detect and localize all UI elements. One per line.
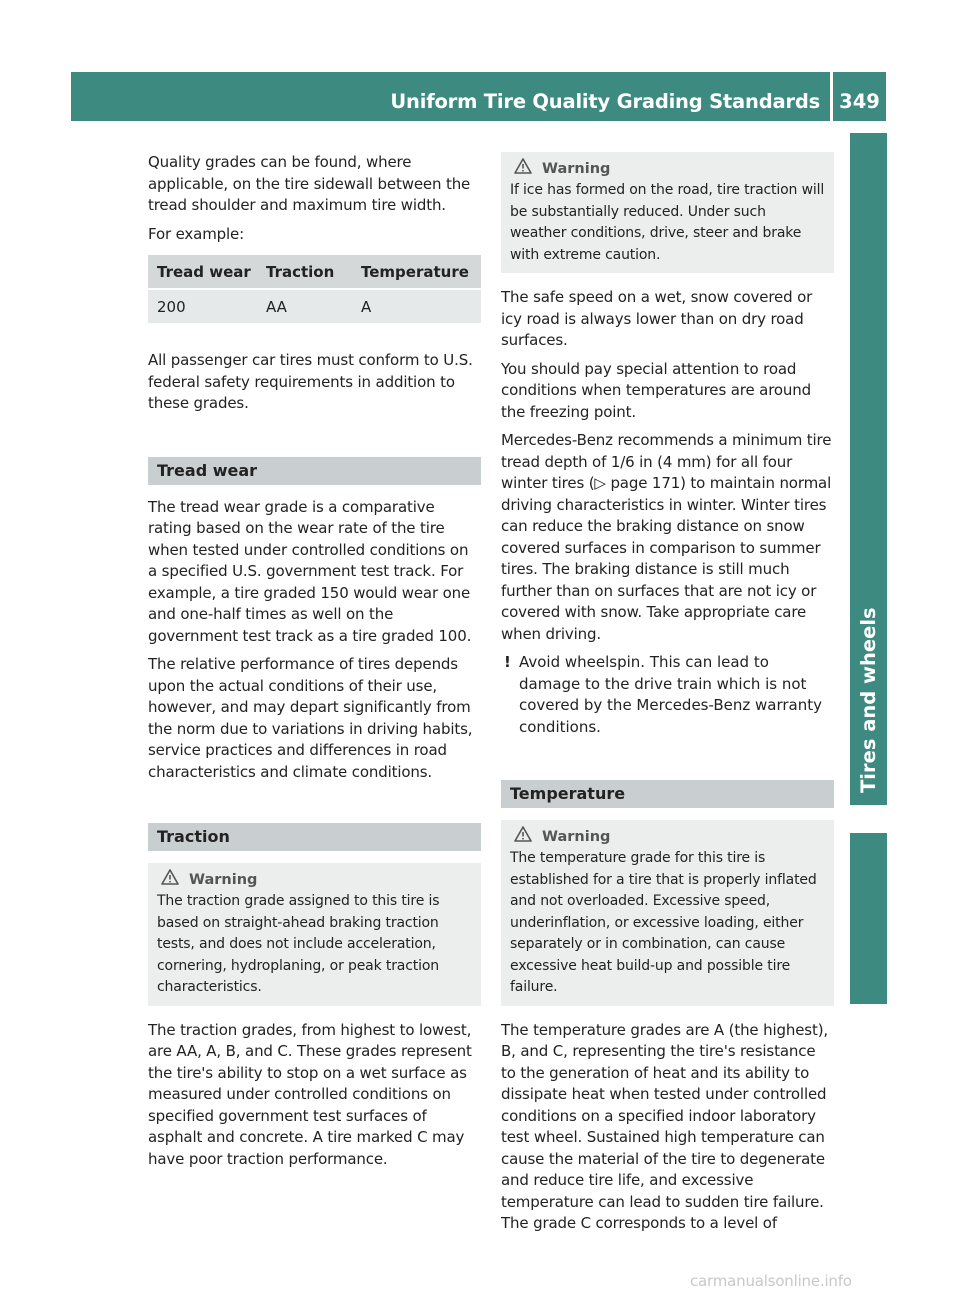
page-header [71, 72, 886, 121]
warning-triangle-icon [161, 869, 181, 891]
tread-wear-paragraph: The relative performance of tires depends upon the actual conditions of their use, however, and may depart significantly from the norm due to variations in driving habits, service practices and differences in road characteristics and climate conditions. [148, 655, 473, 781]
body-paragraph: You should pay special attention to road conditions when temperatures are around the freezing point. [501, 359, 811, 421]
warning-box [148, 863, 481, 1006]
section-heading-traction: Traction [148, 823, 481, 851]
table-header-cell: Traction [257, 255, 352, 289]
tread-wear-paragraph: The tread wear grade is a comparative rating based on the wear rate of the tire when tested under controlled conditions on a specified U.S. government test track. For example, a tire graded 150 would wear one and one-half times as well on the government test track as a tire graded 100. [148, 497, 472, 645]
watermark: carmanualsonline.info [690, 1272, 852, 1290]
section-heading-temperature: Temperature [501, 780, 834, 808]
table-header-cell: Temperature [352, 255, 481, 289]
warning-title-row [510, 826, 825, 848]
warning-text: The temperature grade for this tire is established for a tire that is properly inflated and not overloaded. Excessive speed, underinflation, or excessive loading, either separately or in combination, can cause excessive heat build-up and possible tire failure. [510, 850, 817, 995]
notice-paragraph [501, 652, 834, 738]
side-tab [850, 133, 887, 805]
side-block [850, 833, 887, 1004]
notice-exclamation-icon: ! [504, 653, 511, 671]
warning-triangle-icon [514, 158, 534, 180]
temperature-paragraph: The temperature grades are A (the highest), B, and C, representing the tire's resistance to the generation of heat and its ability to dissipate heat when tested under controlled conditions on a specified indoor laboratory test wheel. Sustained high temperature can cause the material of the tire to degenerate and reduce tire life, and excessive temperature can lead to sudden tire failure. The grade C corresponds to a level of [501, 1020, 829, 1232]
warning-title-row [157, 869, 472, 891]
warning-title: Warning [189, 872, 258, 888]
table-cell: A [352, 289, 481, 323]
traction-paragraph: The traction grades, from highest to lowest, are AA, A, B, and C. These grades represent the tire's ability to stop on a wet surface as measured under controlled conditions on specified government test surfaces of asphalt and concrete. A tire marked C may have poor traction performance. [148, 1020, 472, 1168]
body-paragraph: Mercedes-Benz recommends a minimum tire tread depth of 1/6 in (4 mm) for all four winter tires (▷ page 171) to maintain normal driving characteristics in winter. Winter tires can reduce the braking distance on snow covered surfaces in comparison to summer tires. The braking distance is still much further than on surfaces that are not icy or covered with snow. Take appropriate care when driving. [501, 431, 832, 643]
table-row [148, 289, 481, 323]
warning-box [501, 820, 834, 1006]
warning-title-row [510, 158, 825, 180]
conform-paragraph: All passenger car tires must conform to U.S. federal safety requirements in addition to these grades. [148, 351, 473, 412]
warning-box [501, 152, 834, 273]
example-label: For example: [148, 224, 245, 243]
table-cell: AA [257, 289, 352, 323]
table-header-cell: Tread wear [148, 255, 257, 289]
side-tab-label: Tires and wheels [857, 607, 880, 793]
warning-text: If ice has formed on the road, tire traction will be substantially reduced. Under such weather conditions, drive, steer and brake with extreme caution. [510, 182, 825, 263]
notice-text: Avoid wheelspin. This can lead to damage to the drive train which is not covered by the Mercedes-Benz warranty conditions. [519, 653, 823, 736]
table-header-row [148, 255, 481, 289]
grades-table [148, 255, 481, 323]
warning-title: Warning [542, 161, 611, 177]
warning-text: The traction grade assigned to this tire is based on straight-ahead braking traction tests, and does not include acceleration, cornering, hydroplaning, or peak traction characteristics. [157, 893, 440, 995]
section-heading-tread-wear: Tread wear [148, 457, 481, 485]
right-column [501, 152, 834, 1242]
warning-title: Warning [542, 829, 611, 845]
left-column [148, 152, 481, 1177]
warning-triangle-icon [514, 826, 534, 848]
table-cell: 200 [148, 289, 257, 323]
body-paragraph: The safe speed on a wet, snow covered or icy road is always lower than on dry road surfaces. [501, 288, 813, 349]
chapter-title: Uniform Tire Quality Grading Standards [390, 90, 820, 113]
intro-paragraph: Quality grades can be found, where applicable, on the tire sidewall between the tread shoulder and maximum tire width. [148, 153, 471, 214]
page-number: 349 [839, 90, 880, 113]
